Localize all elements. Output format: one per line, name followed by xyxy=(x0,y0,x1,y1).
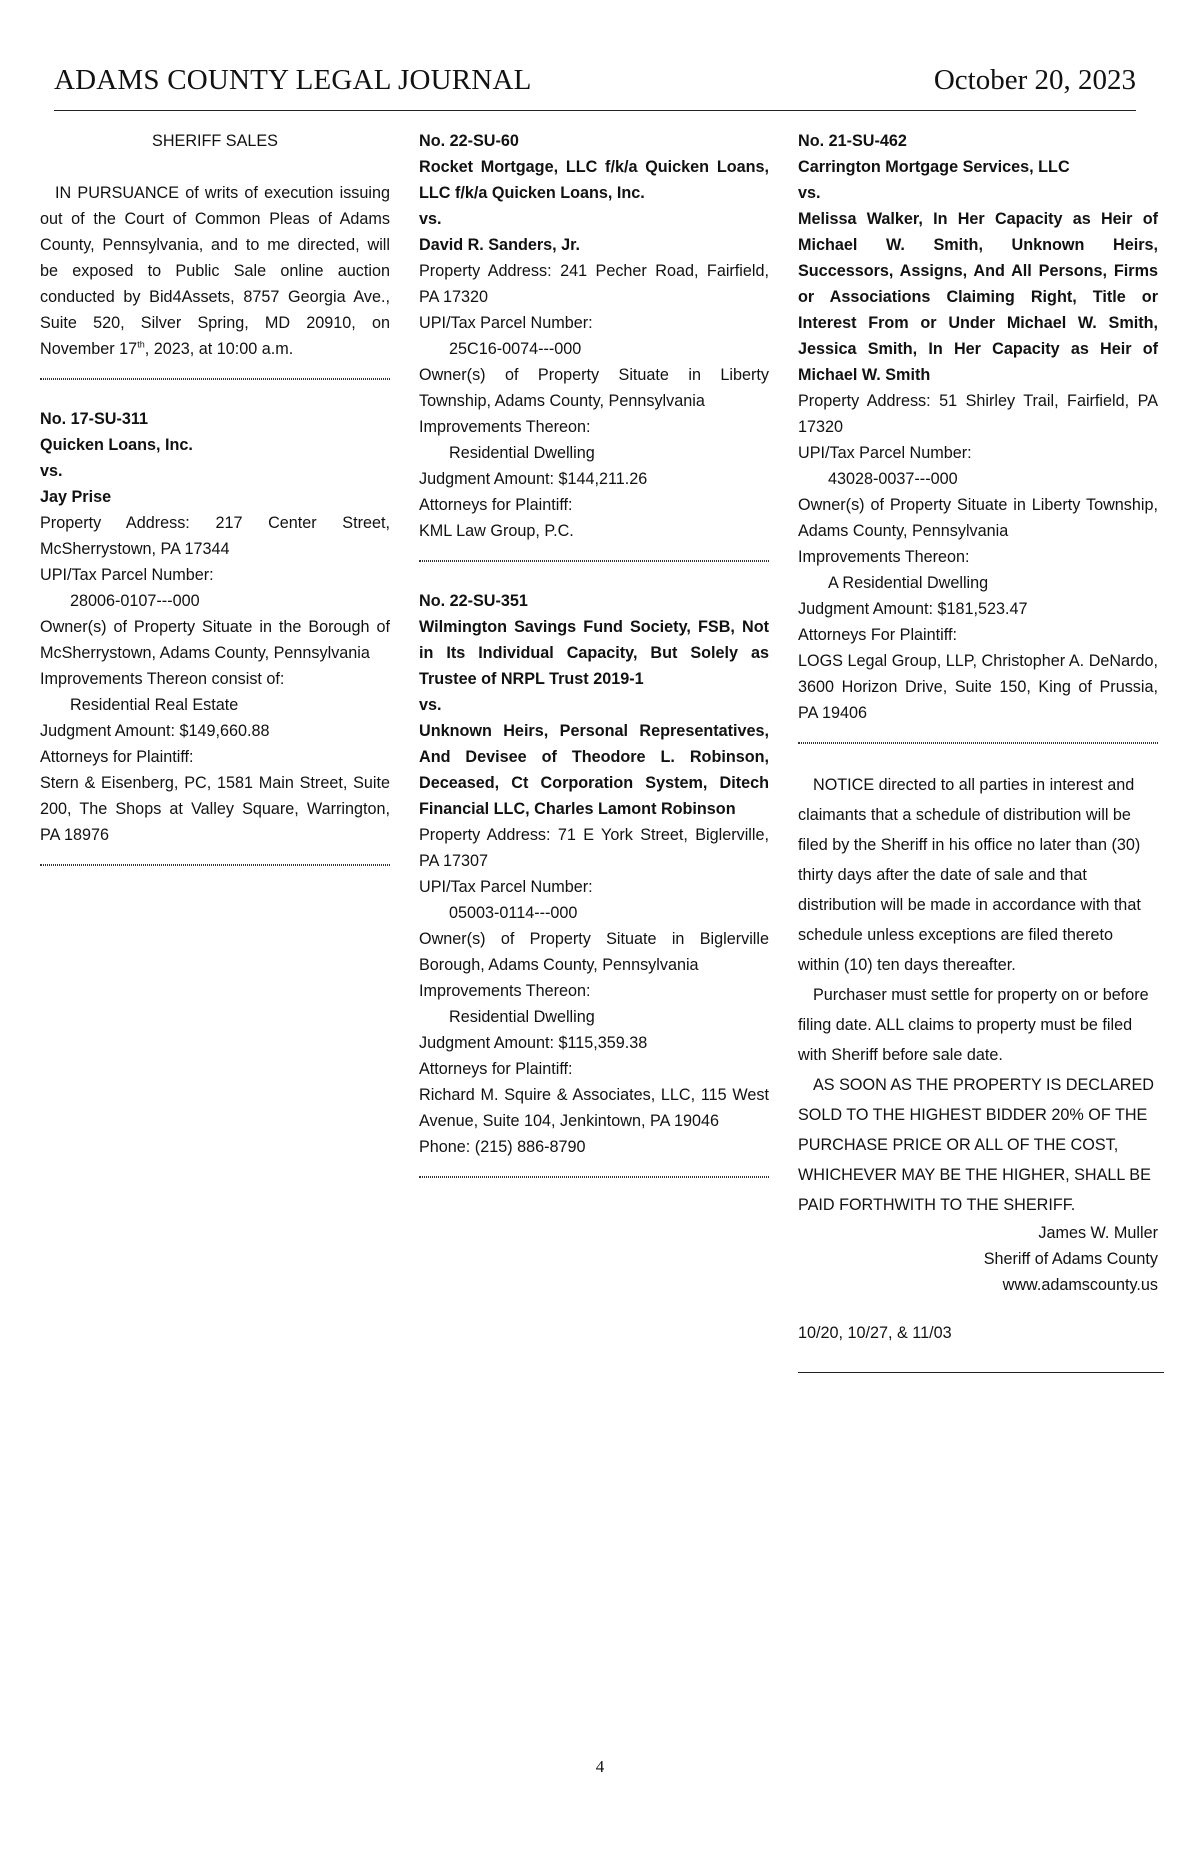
page-number: 4 xyxy=(595,1757,605,1776)
defendant: David R. Sanders, Jr. xyxy=(419,236,581,254)
attorneys: Stern & Eisenberg, PC, 1581 Main Street, Suite 200, The Shops at Valley Square, Warrington, PA 18976 xyxy=(40,774,390,844)
end-rule xyxy=(798,1372,1164,1373)
upi-label: UPI/Tax Parcel Number: xyxy=(798,444,972,462)
column-3 xyxy=(798,128,1158,1373)
plaintiff: Carrington Mortgage Services, LLC xyxy=(798,158,1070,176)
judgment-amount: Judgment Amount: $149,660.88 xyxy=(40,722,270,740)
property-address: Property Address: 71 E York Street, Biglerville, PA 17307 xyxy=(419,826,769,870)
owner-situate: Owner(s) of Property Situate in Biglerville Borough, Adams County, Pennsylvania xyxy=(419,930,769,974)
versus: vs. xyxy=(419,210,442,228)
journal-title: ADAMS COUNTY LEGAL JOURNAL xyxy=(54,64,532,96)
versus: vs. xyxy=(40,462,63,480)
divider xyxy=(419,1176,769,1178)
distribution-notice xyxy=(798,770,1158,1220)
attorneys-label: Attorneys for Plaintiff: xyxy=(419,1060,573,1078)
improvements: Residential Dwelling xyxy=(449,444,595,462)
sale-entry xyxy=(798,128,1158,726)
upi-label: UPI/Tax Parcel Number: xyxy=(419,878,593,896)
defendant: Melissa Walker, In Her Capacity as Heir of Michael W. Smith, Unknown Heirs, Successors, Assigns, And All Persons, Firms or Associations Claiming Right, Title or Interest From or Under Michael W. Smith, Jessica Smith, In Her Capacity as Heir of Michael W. Smith xyxy=(798,210,1158,384)
owner-situate: Owner(s) of Property Situate in the Borough of McSherrystown, Adams County, Pennsylvania xyxy=(40,618,390,662)
case-number: No. 21-SU-462 xyxy=(798,132,907,150)
issue-date: October 20, 2023 xyxy=(933,64,1136,96)
property-address: Property Address: 51 Shirley Trail, Fairfield, PA 17320 xyxy=(798,392,1158,436)
improvements-label: Improvements Thereon consist of: xyxy=(40,670,285,688)
sheriff-signature xyxy=(798,1220,1158,1298)
upi-label: UPI/Tax Parcel Number: xyxy=(419,314,593,332)
improvements-label: Improvements Thereon: xyxy=(419,418,591,436)
divider xyxy=(40,864,390,866)
versus: vs. xyxy=(798,184,821,202)
property-address: Property Address: 217 Center Street, McSherrystown, PA 17344 xyxy=(40,514,390,558)
divider xyxy=(40,378,390,380)
sale-entry xyxy=(40,406,390,848)
defendant: Jay Prise xyxy=(40,488,112,506)
attorneys-label: Attorneys For Plaintiff: xyxy=(798,626,957,644)
attorneys: Richard M. Squire & Associates, LLC, 115 West Avenue, Suite 104, Jenkintown, PA 19046 xyxy=(419,1086,769,1130)
attorneys-label: Attorneys for Plaintiff: xyxy=(40,748,194,766)
column-1 xyxy=(40,128,390,892)
plaintiff: Rocket Mortgage, LLC f/k/a Quicken Loans, LLC f/k/a Quicken Loans, Inc. xyxy=(419,158,769,202)
upi-number: 28006-0107---000 xyxy=(70,592,200,610)
owner-situate: Owner(s) of Property Situate in Liberty Township, Adams County, Pennsylvania xyxy=(798,496,1158,540)
upi-label: UPI/Tax Parcel Number: xyxy=(40,566,214,584)
owner-situate: Owner(s) of Property Situate in Liberty Township, Adams County, Pennsylvania xyxy=(419,366,769,410)
divider xyxy=(798,742,1158,744)
case-number: No. 22-SU-60 xyxy=(419,132,519,150)
section-heading: SHERIFF SALES xyxy=(152,132,278,150)
judgment-amount: Judgment Amount: $115,359.38 xyxy=(419,1034,648,1052)
sheriff-website: www.adamscounty.us xyxy=(1002,1276,1158,1294)
defendant: Unknown Heirs, Personal Representatives, And Devisee of Theodore L. Robinson, Deceased, Ct Corporation System, Ditech Financial LLC, Charles Lamont Robinson xyxy=(419,722,769,818)
notice-paragraph: Purchaser must settle for property on or before filing date. ALL claims to property must be filed with Sheriff before sale date. xyxy=(798,986,1149,1064)
judgment-amount: Judgment Amount: $144,211.26 xyxy=(419,470,648,488)
sale-entry xyxy=(419,588,769,1160)
improvements: Residential Real Estate xyxy=(70,696,239,714)
masthead xyxy=(54,64,1136,111)
publication-dates: 10/20, 10/27, & 11/03 xyxy=(798,1324,952,1342)
sale-entry xyxy=(419,128,769,544)
plaintiff: Quicken Loans, Inc. xyxy=(40,436,193,454)
upi-number: 25C16-0074---000 xyxy=(449,340,582,358)
sheriff-title: Sheriff of Adams County xyxy=(983,1250,1158,1268)
column-2 xyxy=(419,128,769,1204)
sheriff-name: James W. Muller xyxy=(1038,1224,1158,1242)
judgment-amount: Judgment Amount: $181,523.47 xyxy=(798,600,1028,618)
attorneys-label: Attorneys for Plaintiff: xyxy=(419,496,573,514)
case-number: No. 17-SU-311 xyxy=(40,410,148,428)
upi-number: 43028-0037---000 xyxy=(828,470,958,488)
versus: vs. xyxy=(419,696,442,714)
case-number: No. 22-SU-351 xyxy=(419,592,528,610)
notice-paragraph: AS SOON AS THE PROPERTY IS DECLARED SOLD TO THE HIGHEST BIDDER 20% OF THE PURCHASE PRICE OR ALL OF THE COST, WHICHEVER MAY BE THE HIGHER, SHALL BE PAID FORTHWITH TO THE SHERIFF. xyxy=(798,1076,1154,1214)
attorneys: LOGS Legal Group, LLP, Christopher A. DeNardo, 3600 Horizon Drive, Suite 150, King of Prussia, PA 19406 xyxy=(798,652,1158,722)
improvements-label: Improvements Thereon: xyxy=(798,548,970,566)
improvements-label: Improvements Thereon: xyxy=(419,982,591,1000)
upi-number: 05003-0114---000 xyxy=(449,904,578,922)
plaintiff: Wilmington Savings Fund Society, FSB, Not in Its Individual Capacity, But Solely as Trustee of NRPL Trust 2019-1 xyxy=(419,618,769,688)
intro-paragraph: IN PURSUANCE of writs of execution issuing out of the Court of Common Pleas of Adams County, Pennsylvania, and to me directed, will be exposed to Public Sale online auction conducted by Bid4Assets, 8757 Georgia Ave., Suite 520, Silver Spring, MD 20910, on November 17th, 2023, at 10:00 a.m. xyxy=(40,184,390,358)
property-address: Property Address: 241 Pecher Road, Fairfield, PA 17320 xyxy=(419,262,769,306)
divider xyxy=(419,560,769,562)
attorneys: KML Law Group, P.C. xyxy=(419,522,574,540)
improvements: A Residential Dwelling xyxy=(828,574,989,592)
improvements: Residential Dwelling xyxy=(449,1008,595,1026)
phone: Phone: (215) 886-8790 xyxy=(419,1138,586,1156)
notice-paragraph: NOTICE directed to all parties in interest and claimants that a schedule of distribution will be filed by the Sheriff in his office no later than (30) thirty days after the date of sale and that distribution will be made in accordance with that schedule unless exceptions are filed thereto within (10) ten days thereafter. xyxy=(798,776,1141,974)
